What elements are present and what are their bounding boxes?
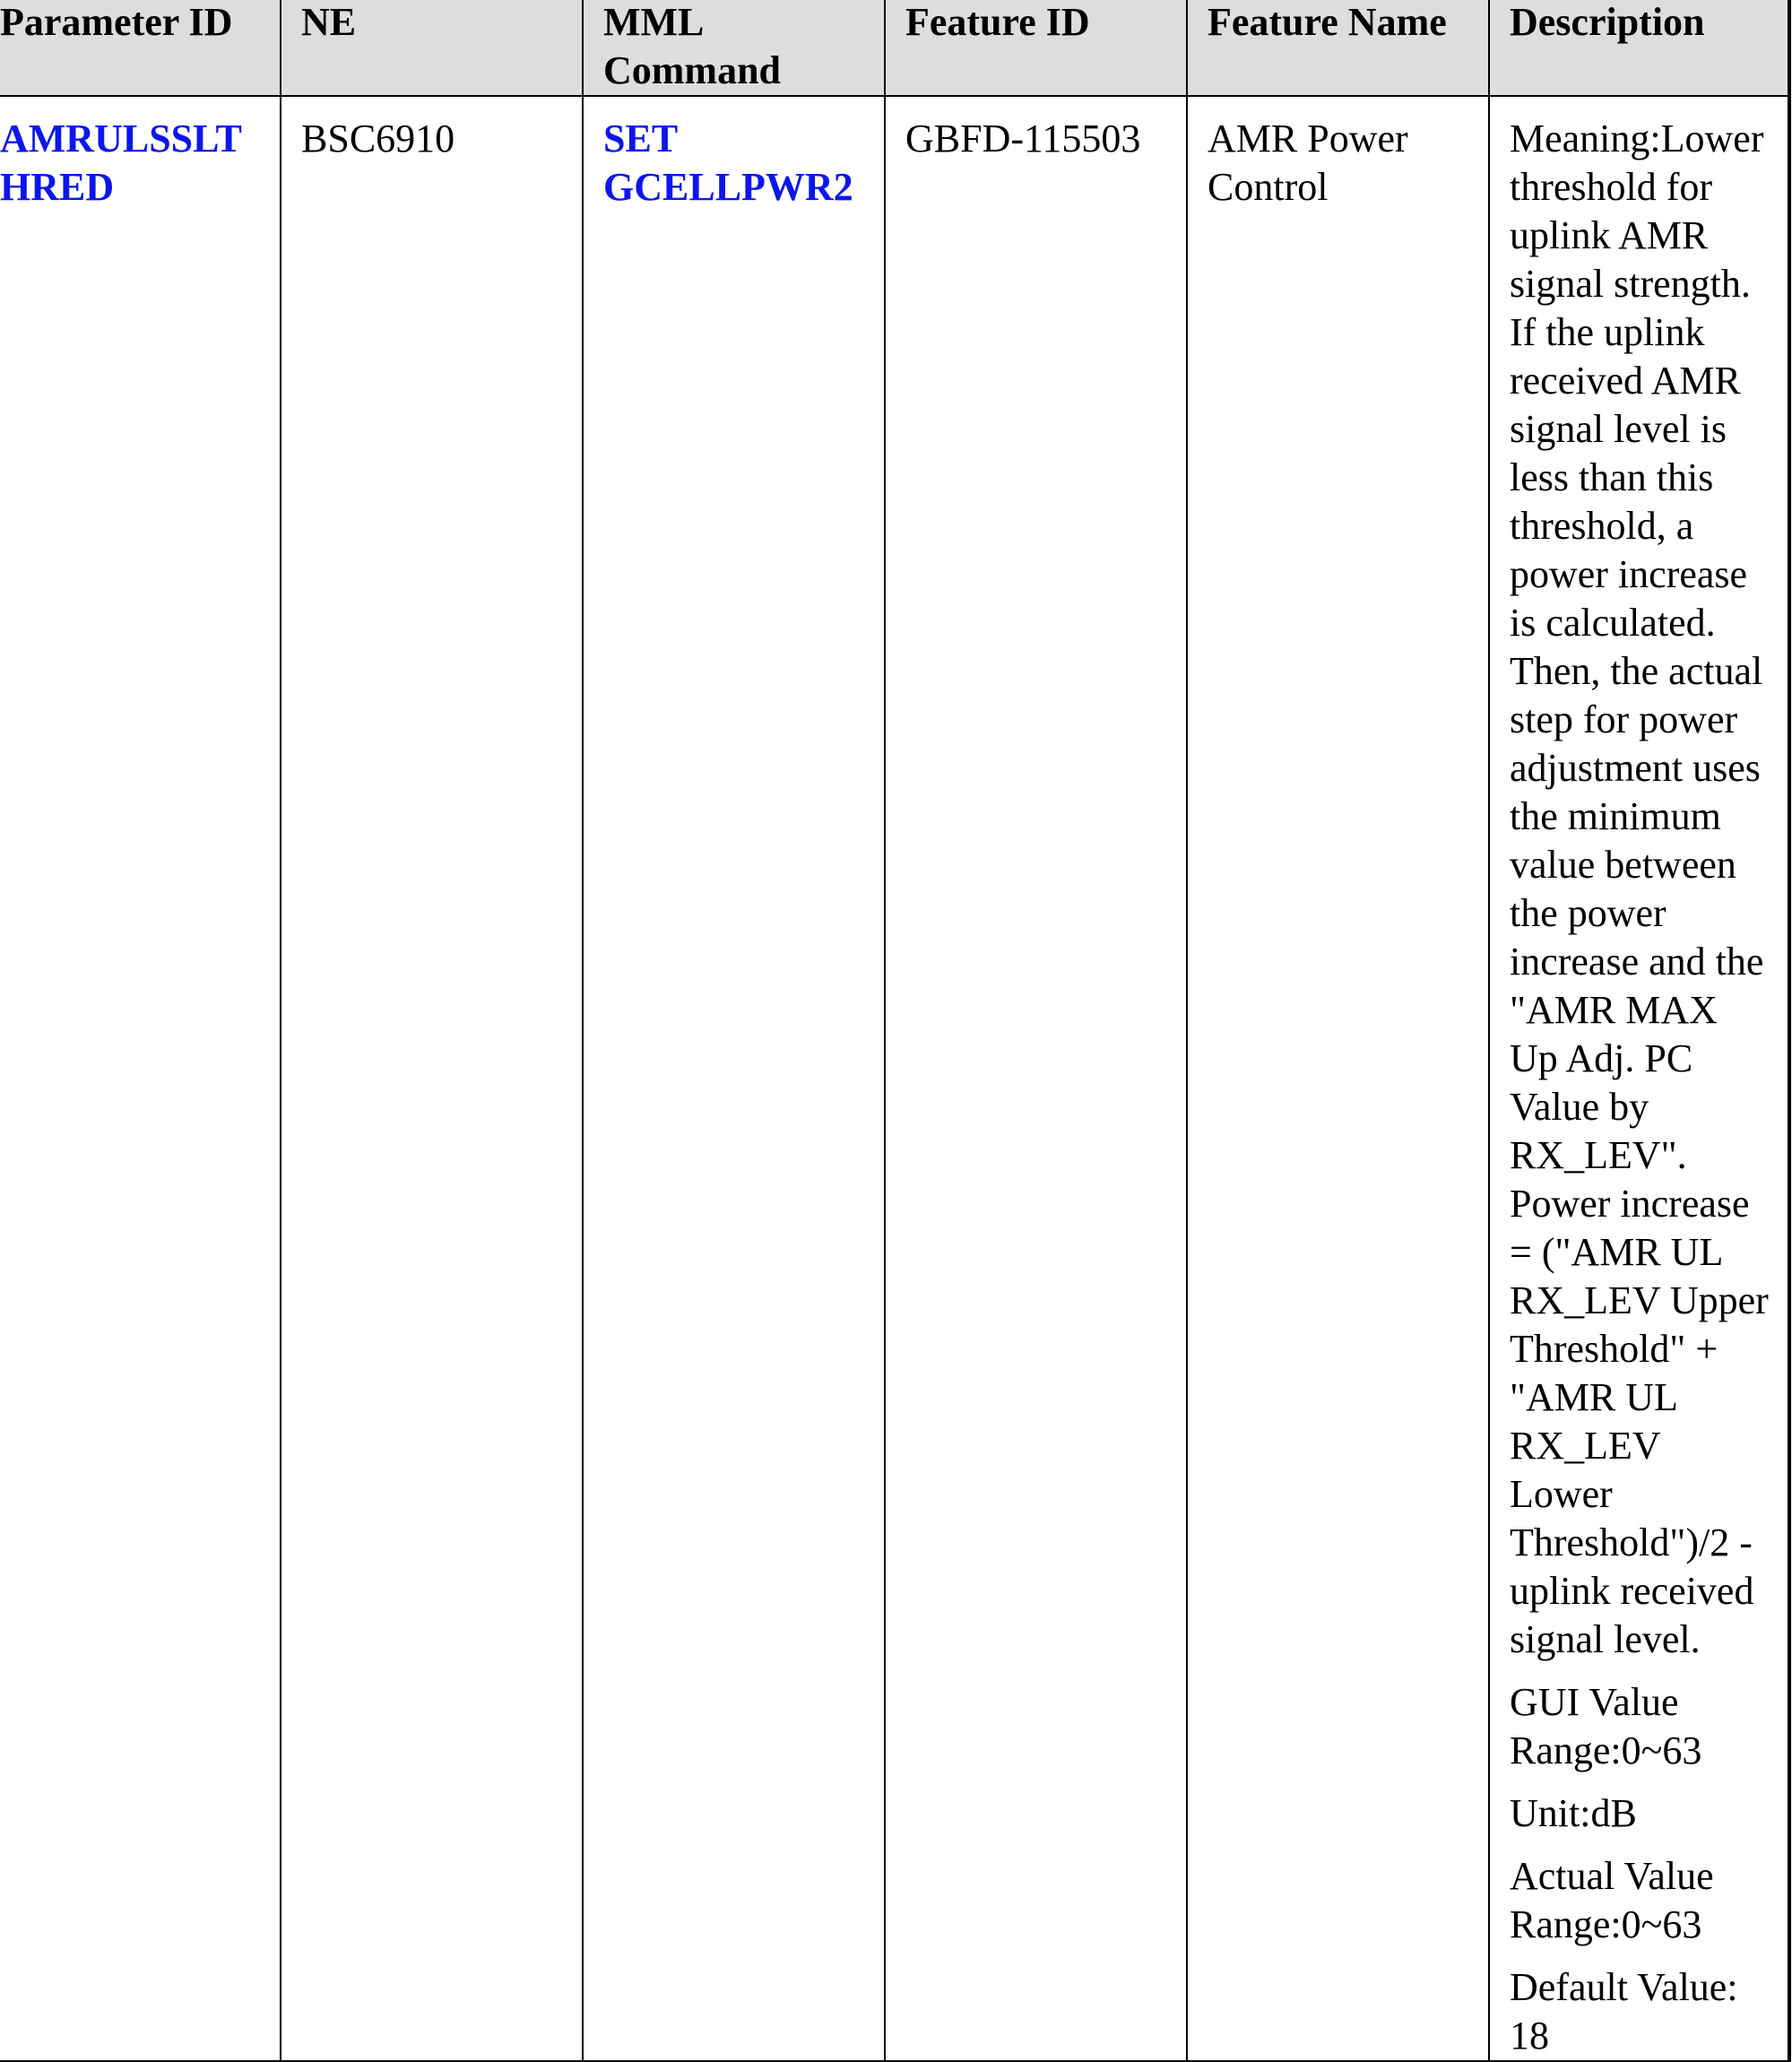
header-ne: NE <box>281 0 583 96</box>
cell-ne: BSC6910 <box>281 96 583 2061</box>
cell-mml-command <box>583 96 885 2061</box>
header-description: Description <box>1489 0 1789 96</box>
cell-feature-id: GBFD-115503 <box>885 96 1187 2061</box>
header-parameter-id: Parameter ID <box>0 0 281 96</box>
table-row <box>0 96 1789 2061</box>
header-feature-id: Feature ID <box>885 0 1187 96</box>
cell-description <box>1489 96 1789 2061</box>
parameter-id-link[interactable]: AMRULSSLTHRED <box>0 117 242 209</box>
description-unit: Unit:dB <box>1510 1791 1637 1835</box>
cell-parameter-id <box>0 96 281 2061</box>
cell-feature-name: AMR Power Control <box>1187 96 1489 2061</box>
description-meaning: Meaning:Lower threshold for uplink AMR signal strength. If the uplink received AMR signal level is less than this threshold, a power increase is calculated. Then, the actual step for power adjustment uses the minimum value between the power increase and the "AMR MAX Up Adj. PC Value by RX_LEV". Power increase = ("AMR UL RX_LEV Upper Threshold" + "AMR UL RX_LEV Lower Threshold")/2 - uplink received signal level. <box>1510 117 1769 1661</box>
table-header-row <box>0 0 1789 96</box>
header-feature-name: Feature Name <box>1187 0 1489 96</box>
header-mml-command: MML Command <box>583 0 885 96</box>
mml-command-link[interactable]: SET GCELLPWR2 <box>603 117 853 209</box>
description-gui-value-range: GUI Value Range:0~63 <box>1510 1680 1702 1772</box>
description-default-value: Default Value: 18 <box>1510 1965 1738 2058</box>
description-actual-value-range: Actual Value Range:0~63 <box>1510 1854 1714 1946</box>
